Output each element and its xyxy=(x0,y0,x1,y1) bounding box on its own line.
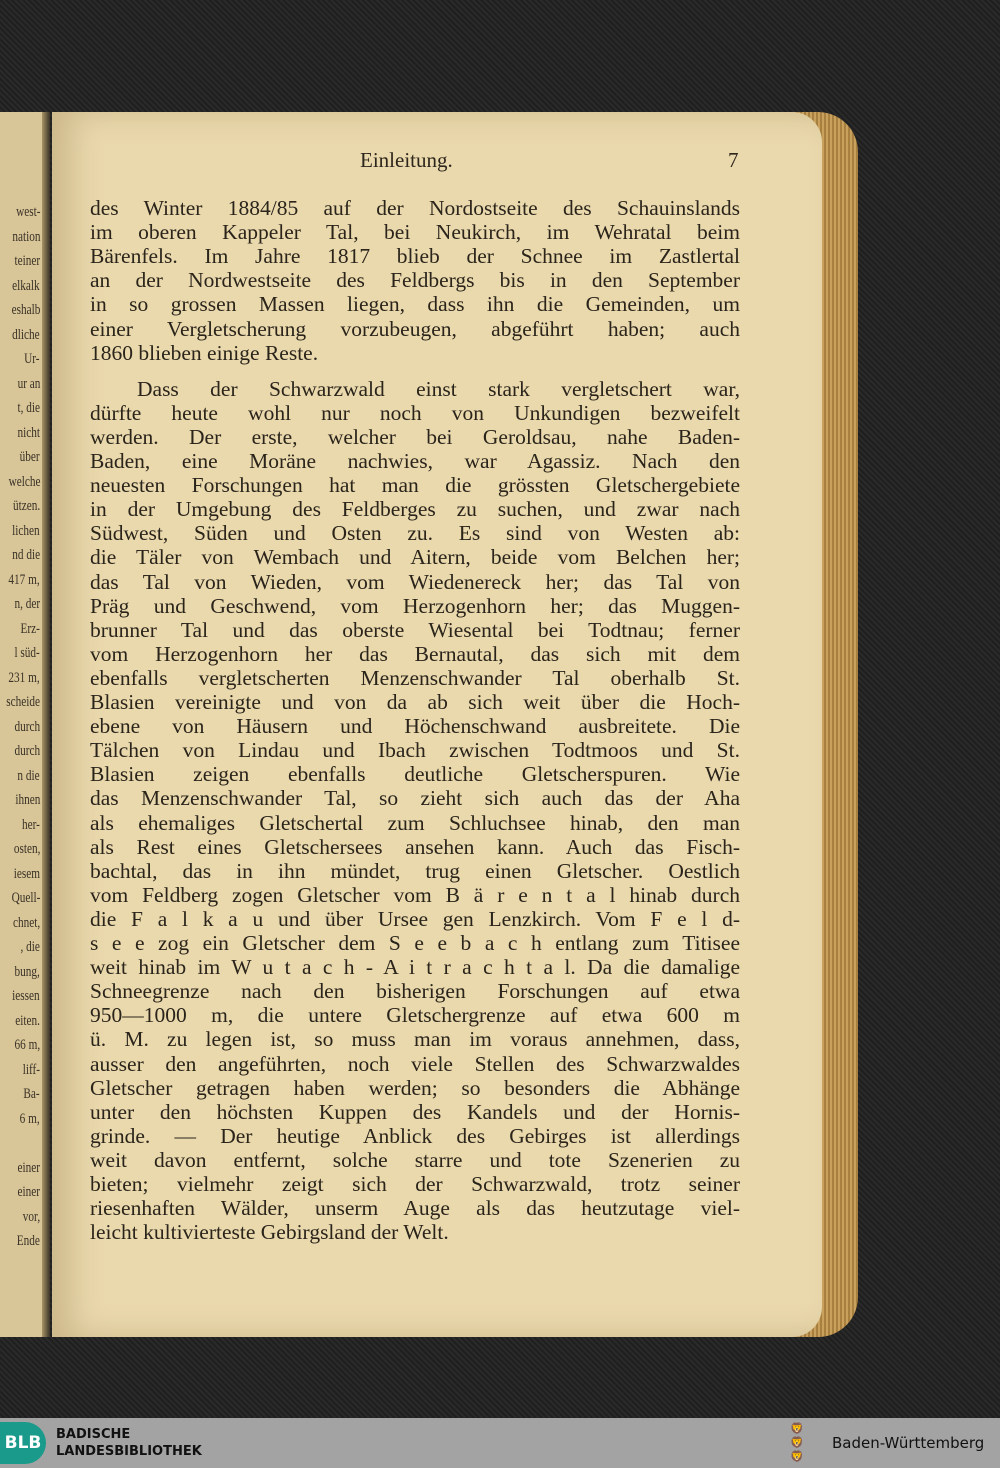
text-line: die F a l k a u und über Ursee gen Lenzkirch. Vom F e l d- xyxy=(90,906,740,931)
text-line: bachtal, das in ihn mündet, trug einen Gletscher. Oestlich xyxy=(90,858,740,883)
left-page-line: liff- xyxy=(22,1061,40,1078)
left-page-line: eshalb xyxy=(11,302,40,318)
left-page-line: vor, xyxy=(22,1208,40,1225)
coat-of-arms-icon: 🦁 🦁 🦁 xyxy=(790,1422,804,1463)
left-page-line: 231 m, xyxy=(8,669,40,686)
text-line: Südwest, Süden und Osten zu. Es sind von Westen ab: xyxy=(90,521,740,546)
text-line: Blasien vereinigte und von da ab sich weit über die Hoch- xyxy=(90,690,740,714)
left-page-line: n die xyxy=(17,767,40,784)
text-line: ausser den angeführten, noch viele Stellen des Schwarzwaldes xyxy=(90,1051,740,1076)
left-page-line: Quell- xyxy=(11,890,40,906)
left-page-line: ihnen xyxy=(15,792,40,808)
left-page-line: Erz- xyxy=(20,620,40,637)
text-line: 950—1000 m, die untere Gletschergrenze auf etwa 600 m xyxy=(90,1003,740,1028)
left-page-line: Ur- xyxy=(24,351,40,367)
text-line: neuesten Forschungen hat man die grössten Gletschergebiete xyxy=(90,473,740,498)
left-page-line: osten, xyxy=(13,841,40,857)
text-line: bieten; vielmehr zeigt sich der Schwarzwald, trotz seiner xyxy=(90,1172,740,1196)
text-line: werden. Der erste, welcher bei Geroldsau, nahe Baden- xyxy=(90,424,740,449)
left-page-fragment xyxy=(0,112,50,1337)
text-line: vom Feldberg zogen Gletscher vom B ä r e n t a l hinab durch xyxy=(90,882,740,907)
text-line: dürfte heute wohl nur noch von Unkundigen bezweifelt xyxy=(90,400,740,425)
left-page-line: welche xyxy=(8,473,40,490)
text-line: leicht kultivierteste Gebirgsland der Welt. xyxy=(90,1220,449,1245)
left-page-line: durch xyxy=(14,718,40,735)
left-page-line: , die xyxy=(20,939,40,955)
text-line: Dass der Schwarzwald einst stark vergletschert war, xyxy=(137,376,740,401)
left-page-line: ützen. xyxy=(12,498,40,514)
text-line: das Tal von Wieden, vom Wiedenereck her; das Tal von xyxy=(90,569,740,594)
library-line-1: BADISCHE xyxy=(56,1427,131,1442)
left-page-line: nation xyxy=(11,228,40,245)
text-line: als Rest eines Gletschersees ansehen kann. Auch das Fisch- xyxy=(90,834,740,859)
text-line: Tälchen von Lindau und Ibach zwischen Todtmoos und St. xyxy=(90,738,740,763)
left-page-line: eiten. xyxy=(15,1012,40,1029)
left-page-line: scheide xyxy=(6,694,40,710)
text-line: in so grossen Massen liegen, dass ihn die Gemeinden, um xyxy=(90,292,740,317)
text-line: ü. M. zu legen ist, so muss man im voraus annehmen, dass, xyxy=(90,1027,740,1052)
left-page-line: nicht xyxy=(17,424,40,441)
left-page-line: dliche xyxy=(12,326,40,343)
left-page-line: einer xyxy=(17,1184,40,1200)
text-line: einer Vergletscherung vorzubeugen, abgeführt haben; auch xyxy=(90,316,740,341)
text-line: grinde. — Der heutige Anblick des Gebirges ist allerdings xyxy=(90,1123,740,1148)
library-name[interactable] xyxy=(56,1426,202,1460)
text-line: weit davon entfernt, solche starre und tote Szenerien zu xyxy=(90,1147,740,1172)
left-page-line: iessen xyxy=(12,988,40,1004)
text-line: Präg und Geschwend, vom Herzogenhorn her; das Muggen- xyxy=(90,593,740,618)
text-line: des Winter 1884/85 auf der Nordostseite des Schauinslands xyxy=(90,196,740,220)
left-page-line: Ba- xyxy=(23,1086,40,1102)
text-line: ebene von Häusern und Höchenschwand ausbreitete. Die xyxy=(90,714,740,739)
left-page-line: 66 m, xyxy=(14,1037,40,1053)
left-page-line: her- xyxy=(22,816,40,833)
left-page-line: chnet, xyxy=(12,914,40,931)
left-page-line: l süd- xyxy=(14,645,40,661)
text-line: die Täler von Wembach und Aitern, beide vom Belchen her; xyxy=(90,545,740,570)
text-line: in der Umgebung des Feldberges zu suchen, und zwar nach xyxy=(90,497,740,522)
footer-bar xyxy=(0,1418,1000,1468)
left-page-line: über xyxy=(20,449,40,465)
left-page-line: lichen xyxy=(12,522,40,539)
text-line: vom Herzogenhorn her das Bernautal, das sich mit dem xyxy=(90,641,740,666)
state-logo-text[interactable]: Baden-Württemberg xyxy=(832,1434,985,1452)
left-page-line: 417 m, xyxy=(8,571,40,588)
text-line: das Menzenschwander Tal, so zieht sich auch das der Aha xyxy=(90,786,740,811)
left-page-line: elkalk xyxy=(12,277,40,294)
left-page-line: nd die xyxy=(12,547,40,563)
text-line: ebenfalls vergletscherten Menzenschwander Tal oberhalb St. xyxy=(90,665,740,690)
page-number: 7 xyxy=(728,148,739,172)
left-page-line: Ende xyxy=(16,1233,40,1249)
text-line: im oberen Kappeler Tal, bei Neukirch, im Wehratal beim xyxy=(90,220,740,245)
blb-logo[interactable]: BLB xyxy=(0,1422,46,1464)
text-line: riesenhaften Wälder, unserm Auge als das heutzutage viel- xyxy=(90,1196,740,1221)
left-page-line: west- xyxy=(15,204,40,220)
left-page-line: einer xyxy=(17,1159,40,1176)
text-line: Baden, eine Moräne nachwies, war Agassiz. Nach den xyxy=(90,449,740,473)
text-line: als ehemaliges Gletschertal zum Schluchsee hinab, den man xyxy=(90,810,740,835)
left-page-line: n, der xyxy=(14,596,40,612)
text-line: an der Nordwestseite des Feldbergs bis in den September xyxy=(90,268,740,293)
library-line-2: LANDESBIBLIOTHEK xyxy=(56,1444,202,1459)
left-page-line: 6 m, xyxy=(19,1110,40,1127)
left-page-line: ur an xyxy=(17,375,40,392)
left-page-line: t, die xyxy=(17,400,40,416)
text-line: s e e zog ein Gletscher dem S e e b a c h entlang zum Titisee xyxy=(90,931,740,955)
text-line: Bärenfels. Im Jahre 1817 blieb der Schnee im Zastlertal xyxy=(90,244,740,269)
left-page-line: bung, xyxy=(14,963,40,980)
left-page-line: teiner xyxy=(14,253,40,269)
left-page-line: durch xyxy=(14,743,40,759)
text-line: Blasien zeigen ebenfalls deutliche Gletscherspuren. Wie xyxy=(90,762,740,787)
text-line: Schneegrenze nach den bisherigen Forschungen auf etwa xyxy=(90,979,740,1004)
text-line: Gletscher getragen haben werden; so besonders die Abhänge xyxy=(90,1075,740,1100)
running-header: Einleitung. xyxy=(360,148,453,172)
text-line: unter den höchsten Kuppen des Kandels und der Hornis- xyxy=(90,1099,740,1124)
text-line: 1860 blieben einige Reste. xyxy=(90,340,319,365)
text-line: weit hinab im W u t a c h - A i t r a c h t a l. Da die damalige xyxy=(90,955,740,980)
text-line: brunner Tal und das oberste Wiesental bei Todtnau; ferner xyxy=(90,617,740,642)
left-page-line: iesem xyxy=(13,865,40,882)
